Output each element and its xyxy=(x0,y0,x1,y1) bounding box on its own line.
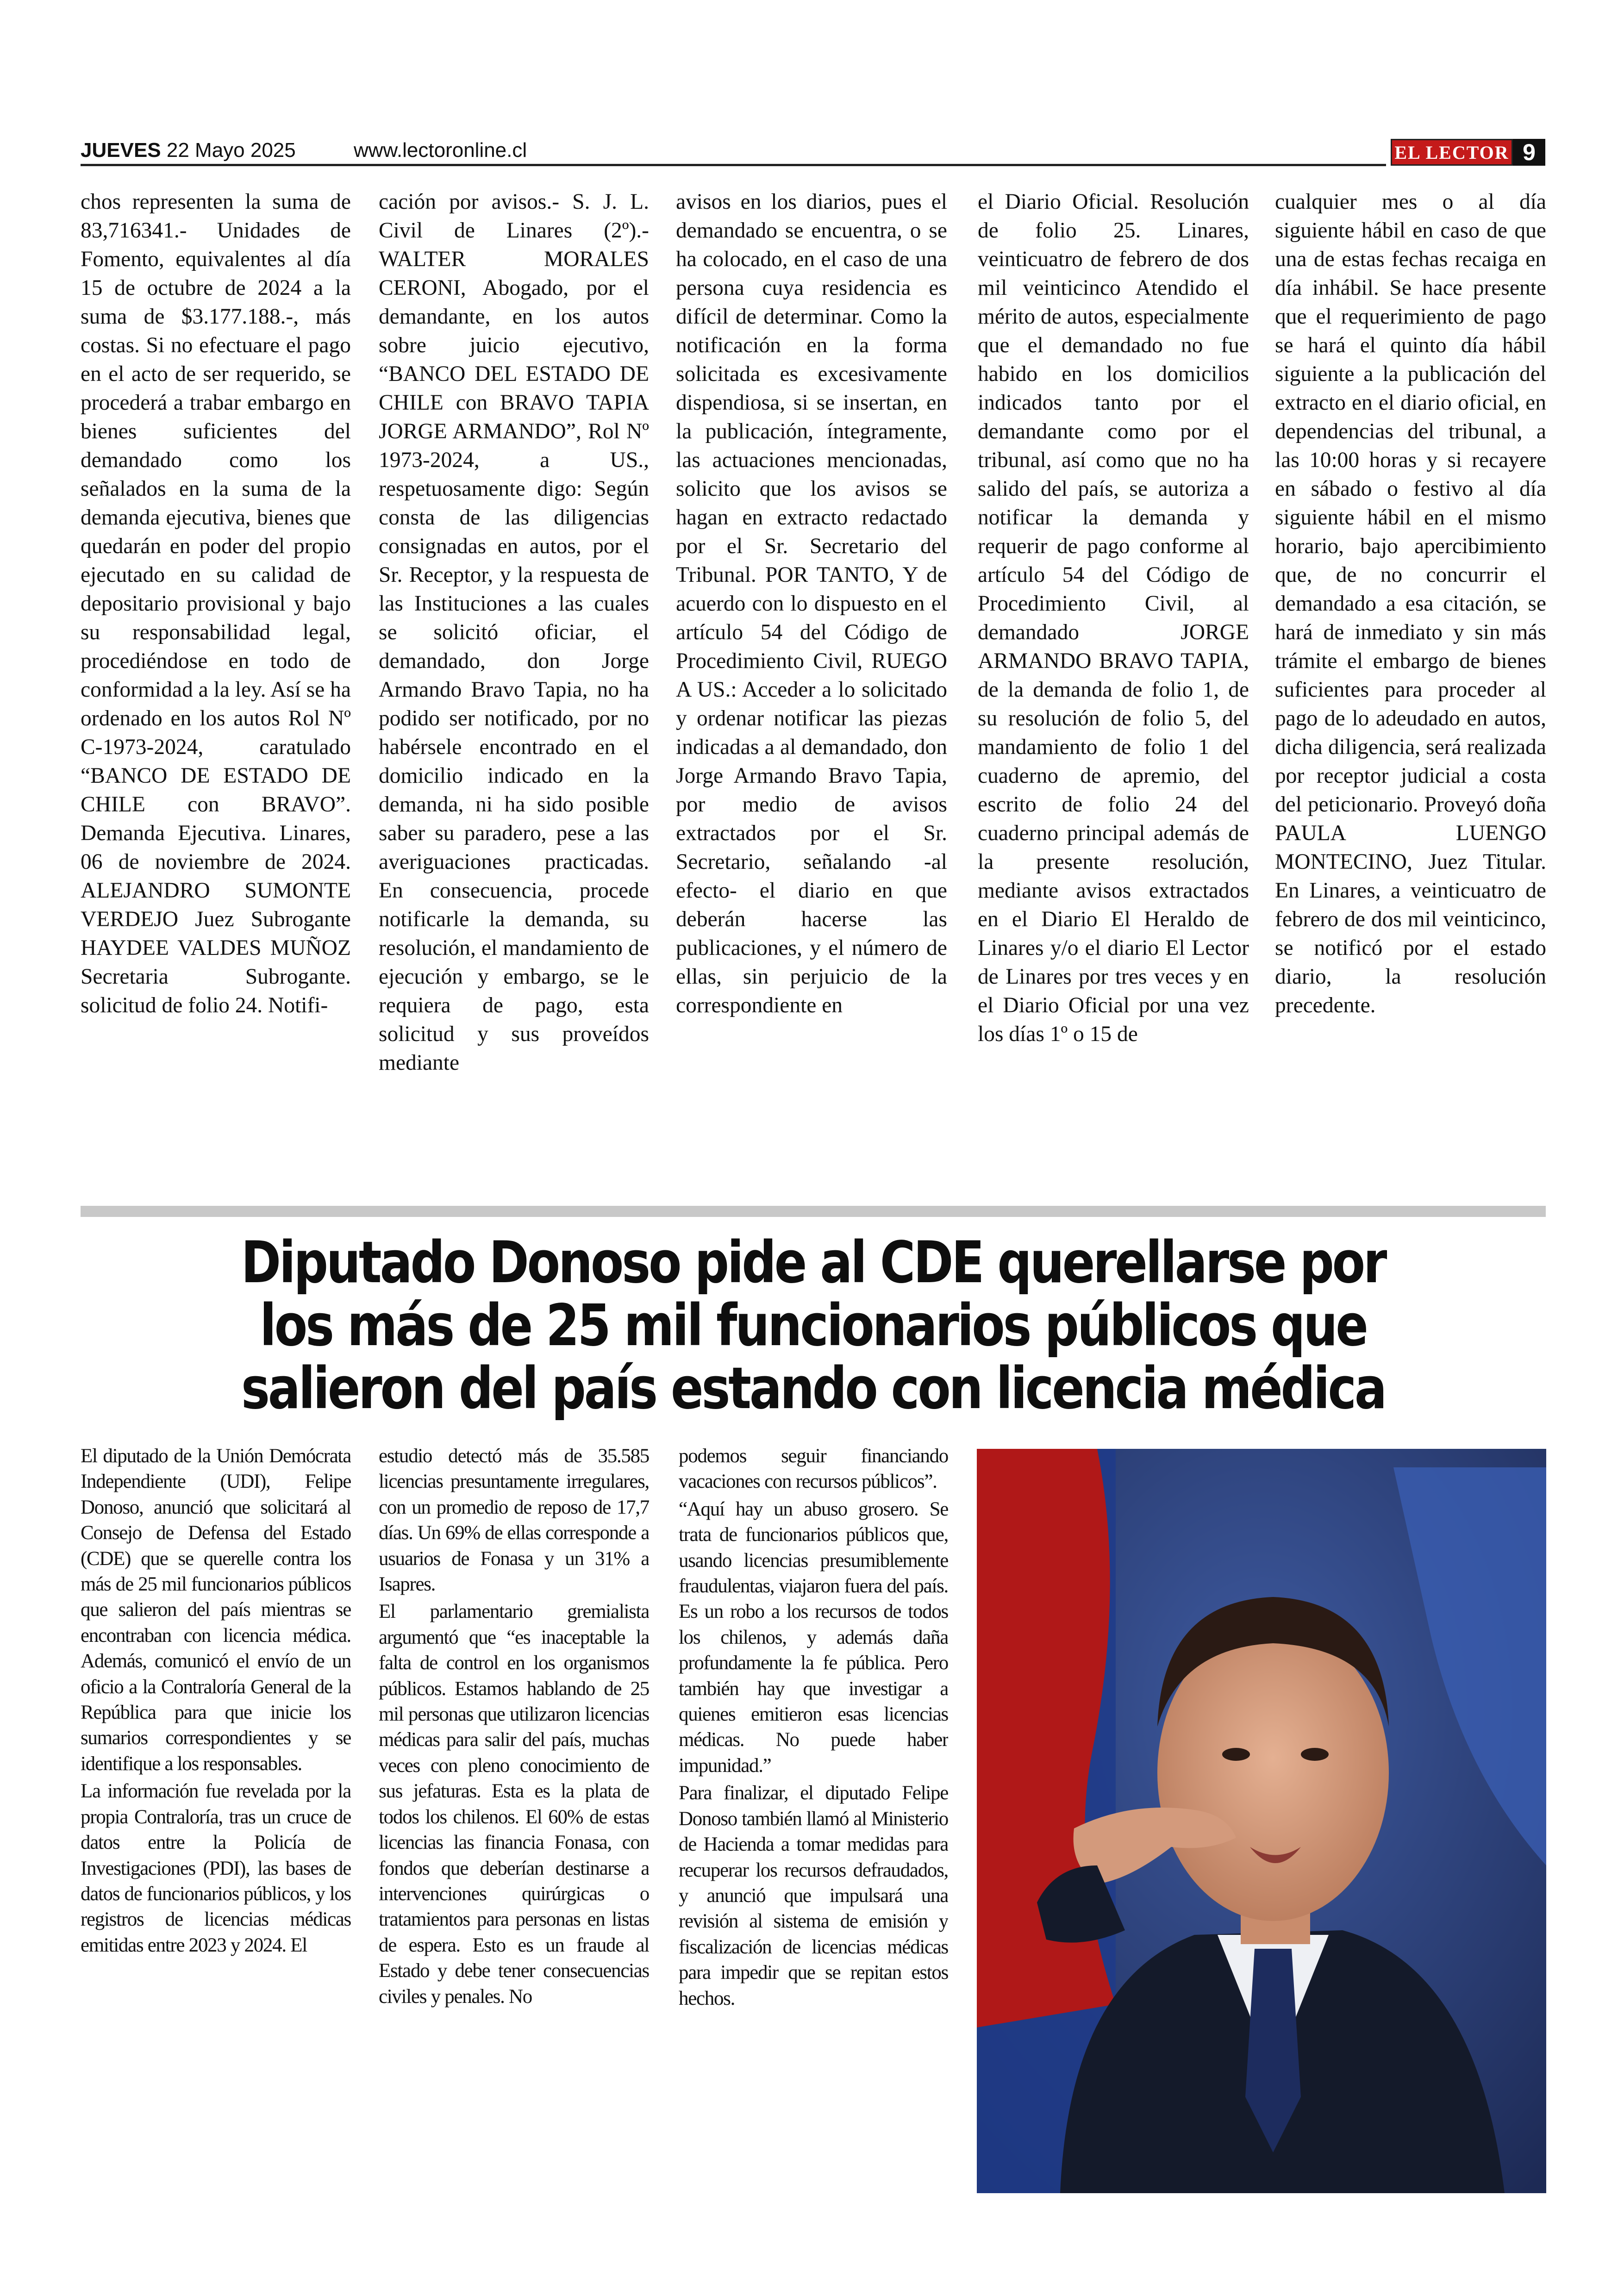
article-column-3 xyxy=(679,1443,948,2142)
notice-column-3 xyxy=(676,187,947,1180)
article-paragraph: estudio detectó más de 35.585 licencias presuntamente irregulares, con un promedio de reposo de 17,7 días. Un 69% de ellas corresponde a usuarios de Fonasa y un 31% a Isapres. xyxy=(379,1445,649,1596)
notice-column-5 xyxy=(1275,187,1546,1180)
article-paragraph: El parlamentario gremialista argumentó que “es inaceptable la falta de control en los organismos públicos. Estamos hablando de 25 mil personas que utilizaron licencias médicas para salir del país, muchas veces con pleno conocimiento de sus jefaturas. Esta es la plata de todos los chilenos. El 60% de estas licencias las financia Fonasa, con fondos que deberían destinarse a intervenciones quirúrgicas o tratamientos para personas en listas de espera. Esto es un fraude al Estado y debe tener consecuencias civiles y penales. No xyxy=(379,1601,649,2008)
issue-date xyxy=(81,139,296,162)
article-paragraph: podemos seguir financiando vacaciones con recursos públicos”. xyxy=(679,1445,948,1493)
notice-column-2 xyxy=(379,187,649,1180)
article-paragraph: Para finalizar, el diputado Felipe Donoso también llamó al Ministerio de Hacienda a tomar medidas para recuperar los recursos defraudados, y anunció que impulsará una revisión al sistema de emisión y fiscalización de licencias médicas para impedir que se repitan estos hechos. xyxy=(679,1782,948,2009)
notice-text: cación por avisos.- S. J. L. Civil de Linares (2º).- WALTER MORALES CERONI, Abogado, por el demandante, en los autos sobre juicio ejecutivo, “BANCO DEL ESTADO DE CHILE con BRAVO TAPIA JORGE ARMANDO”, Rol Nº 1973-2024, a US., respetuosamente digo: Según consta de las diligencias consignadas en autos, por el Sr. Receptor, y la respuesta de las Instituciones a las cuales se solicitó oficiar, el demandado, don Jorge Armando Bravo Tapia, no ha podido ser notificado, por no habérsele encontrado en el domicilio indicado en la demanda, ni ha sido posible saber su paradero, pese a las averiguaciones practicadas. En consecuencia, procede notificarle la demanda, su resolución, el mandamiento de ejecución y embargo, se le requiera de pago, esta solicitud y sus proveídos mediante xyxy=(379,190,649,1075)
page-number: 9 xyxy=(1513,139,1545,166)
notice-text: avisos en los diarios, pues el demandado se encuentra, o se ha colocado, en el caso de una persona cuya residencia es difícil de determinar. Como la notificación en la forma solicitada es excesivamente dispendiosa, si se insertan, en la publicación, íntegramente, las actuaciones mencionadas, solicito que los avisos se hagan en extracto redactado por el Sr. Secretario del Tribunal. POR TANTO, Y de acuerdo con lo dispuesto en el artículo 54 del Código de Procedimiento Civil, RUEGO A US.: Acceder a lo solicitado y ordenar notificar las piezas indicadas a al demandado, don Jorge Armando Bravo Tapia, por medio de avisos extractados por el Sr. Secretario, señalando -al efecto- el diario en que deberán hacerse las publicaciones, y el número de ellas, sin perjuicio de la correspondiente en xyxy=(676,190,947,1017)
page-header xyxy=(81,139,1546,166)
notice-text: cualquier mes o al día siguiente hábil en caso de que una de estas fechas recaiga en día inhábil. Se hace presente que el requerimiento de pago se hará el quinto día hábil siguiente a la publicación del extracto en el diario oficial, en dependencias del tribunal, a las 10:00 horas y si recayere en sábado o festivo al día siguiente hábil en el mismo horario, bajo apercibimiento que, de no concurrir el demandado a esa citación, se hará de inmediato y sin más trámite el embargo de bienes suficientes para proceder al pago de lo adeudado en autos, dicha diligencia, será realizada por receptor judicial a costa del peticionario. Proveyó doña PAULA LUENGO MONTECINO, Juez Titular. En Linares, a veinticuatro de febrero de dos mil veinticinco, se notificó por el estado diario, la resolución precedente. xyxy=(1275,190,1546,1017)
article-paragraph: “Aquí hay un abuso grosero. Se trata de funcionarios públicos que, usando licencias presumiblemente fraudulentas, viajaron fuera del país. Es un robo a los recursos de todos los chilenos, y además daña profundamente la fe pública. Pero también hay que investigar a quienes emitieron esas licencias médicas. No puede haber impunidad.” xyxy=(679,1498,948,1777)
newspaper-masthead: EL LECTOR xyxy=(1391,139,1513,166)
issue-day: JUEVES xyxy=(81,139,161,162)
section-divider xyxy=(81,1206,1546,1217)
article-paragraph: La información fue revelada por la propia Contraloría, tras un cruce de datos entre la Policía de Investigaciones (PDI), las bases de datos de funcionarios públicos, y los registros de licencias médicas emitidas entre 2023 y 2024. El xyxy=(81,1780,351,1956)
issue-date-text: 22 Mayo 2025 xyxy=(166,139,296,162)
article-column-1 xyxy=(81,1443,351,2142)
article-column-2 xyxy=(379,1443,649,2142)
left-eye xyxy=(1222,1748,1250,1761)
article-paragraph: El diputado de la Unión Demócrata Independiente (UDI), Felipe Donoso, anunció que solicitará al Consejo de Defensa del Estado (CDE) que se querelle contra los más de 25 mil funcionarios públicos que salieron del país mientras se encontraban con licencia médica. Además, comunicó el envío de un oficio a la Contraloría General de la República para que inicie los sumarios correspondientes y se identifique a los responsables. xyxy=(81,1445,351,1775)
notice-column-1 xyxy=(81,187,351,1180)
notice-column-4 xyxy=(978,187,1249,1180)
notice-text: chos representen la suma de 83,716341.- Unidades de Fomento, equivalentes al día 15 de octubre de 2024 a la suma de $3.177.188.-, más costas. Si no efectuare el pago en el acto de ser requerido, se procederá a trabar embargo en bienes suficientes del demandado como los señalados en la suma de la demanda ejecutiva, bienes que quedarán en poder del propio ejecutado en su calidad de depositario provisional y bajo su responsabilidad legal, procediéndose en todo de conformidad a la ley. Así se ha ordenado en los autos Rol Nº C-1973-2024, caratulado “BANCO DE ESTADO DE CHILE con BRAVO”. Demanda Ejecutiva. Linares, 06 de noviembre de 2024. ALEJANDRO SUMONTE VERDEJO Juez Subrogante HAYDEE VALDES MUÑOZ Secretaria Subrogante. solicitud de folio 24. Notifi- xyxy=(81,190,351,1017)
right-eye xyxy=(1301,1748,1329,1761)
article-photo xyxy=(977,1449,1546,2193)
article-headline: Diputado Donoso pide al CDE querellarse por los más de 25 mil funcionarios públicos que salieron del país estando con licencia médica xyxy=(241,1229,1386,1422)
notice-text: el Diario Oficial. Resolución de folio 25. Linares, veinticuatro de febrero de dos mil veinticinco Atendido el mérito de autos, especialmente que el demandado no fue habido en los domicilios indicados tanto por el demandante como por el tribunal, así como que no ha salido del país, se autoriza a notificar la demanda y requerir de pago conforme al artículo 54 del Código de Procedimiento Civil, al demandado JORGE ARMANDO BRAVO TAPIA, de la demanda de folio 1, de su resolución de folio 5, del mandamiento de folio 1 del cuaderno de apremio, del escrito de folio 24 del cuaderno principal además de la presente resolución, mediante avisos extractados en el Diario El Heraldo de Linares y/o el diario El Lector de Linares por tres veces y en el Diario Oficial por una vez los días 1º o 15 de xyxy=(978,190,1249,1046)
website-link[interactable]: www.lectoronline.cl xyxy=(354,139,527,162)
portrait-photo-icon xyxy=(977,1449,1546,2193)
header-rule xyxy=(81,164,1386,166)
